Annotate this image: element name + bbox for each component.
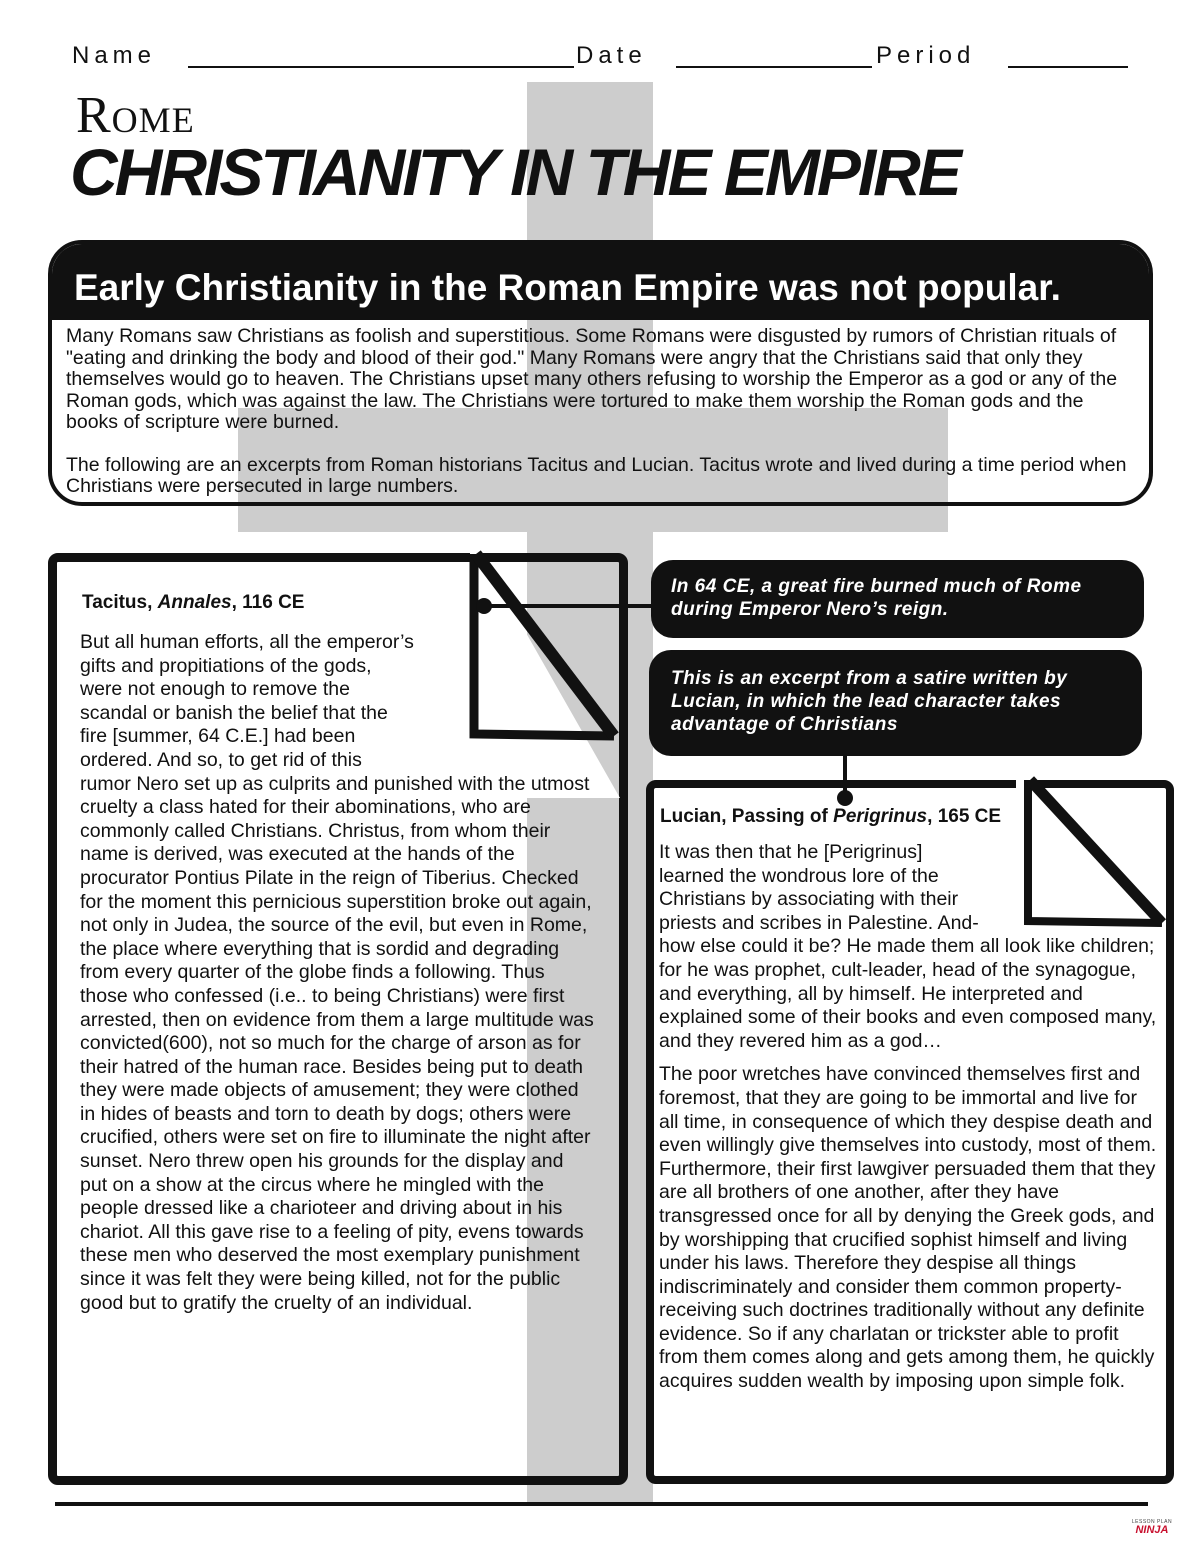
lucian-line: It was then that he [Perigrinus] [659,841,923,863]
intro-box [48,240,1153,506]
lucian-work: Perigrinus [833,806,928,827]
tacitus-line: ordered. And so, to get rid of this [80,748,362,771]
lucian-line: priests and scribes in Palestine. And- [659,911,979,934]
lucian-excerpt [659,841,1157,1394]
intro-paragraph: Many Romans saw Christians as foolish and superstitious. Some Romans were disgusted by rumors of Christian rituals of "eating and drinking the body and blood of their god." Many Romans were angry that the Christians said that only they themselves would go to heaven. The Christians upset many others refusing to worship the Emperor as a god or any of the Roman gods, which was against the law. The Christians were tortured to make them worship the Roman gods and the books of scripture were burned. [66,325,1118,433]
tacitus-source-title [82,592,304,614]
lucian-paragraph: The poor wretches have convinced themselves first and foremost, that they are going to be immortal and live for all time, in consequence of which they despise death and even willingly give themselves into custody, most of them. Furthermore, their first lawgiver persuaded them that they are all brothers of one another, after they have transgressed once for all by denying the Greek gods, and by worshipping that crucified sophist himself and living under his laws. Therefore they despise all things indiscriminately and consider them common property-receiving such doctrines traditionally without any definite evidence. So if any charlatan or trickster able to profit from them comes along and gets among them, he quickly acquires sudden wealth by imposing upon simple folk. [659,1063,1157,1393]
fire-connector-dot [476,598,492,614]
lucian-line: Christians by associating with their [659,888,959,911]
lucian-text: how else could it be? He made them all look like children; for he was prophet, cult-leader, head of the synagogue, and everything, all by himself. He interpreted and explained some of their books and even composed many, and they revered him as a god… [659,935,1157,1052]
tacitus-date: , 116 CE [231,592,305,613]
logo-small-text: LESSON PLAN [1131,1519,1173,1525]
date-label: Date [576,42,647,69]
tacitus-line: But all human efforts, all the emperor’s [80,631,414,653]
tacitus-line: scandal or banish the belief that the [80,701,388,724]
tacitus-line: were not enough to remove the [80,678,350,701]
student-info-line [72,38,1132,78]
satire-callout: This is an excerpt from a satire written by Lucian, in which the lead character takes advantage of Christians [649,650,1142,756]
logo-brand-text: NINJA [1135,1524,1169,1536]
footer-rule [55,1502,1148,1506]
period-field[interactable] [1008,66,1128,68]
name-field[interactable] [188,66,574,68]
page-title: CHRISTIANITY IN THE EMPIRE [70,135,959,209]
name-label: Name [72,42,157,69]
tacitus-text: rumor Nero set up as culprits and punished with the utmost cruelty a class hated for their abominations, who are commonly called Christians. Christus, from whom their name is derived, was executed at the hands of the procurator Pontius Pilate in the reign of Tiberius. Checked for the moment this pernicious superstition broke out again, not only in Judea, the source of the evil, but even in Rome, the place where everything that is sordid and degrading from every quarter of the globe finds a following. Thus those who confessed (i.e.. to being Christians) were first arrested, then on evidence from them a large multitude was convicted(600), not so much for the charge of arson as for their hatred of the human race. Besides being put to death they were made objects of amusement; they were clothed in hides of beasts and torn to death by dogs; others were crucified, others were set on fire to illuminate the night after sunset. Nero threw open his grounds for the display and put on a show at the circus where he mingled with the people dressed like a charioteer and driving about in his chariot. All this gave rise to a feeling of pity, evens towards these men who deserved the most exemplary punishment since it was felt they were being killed, not for the public good but to gratify the cruelty of an individual. [80,772,594,1314]
intro-heading: Early Christianity in the Roman Empire was not popular. [52,244,1149,320]
fire-connector-line [484,604,654,608]
lucian-line: learned the wondrous lore of the [659,864,939,887]
intro-paragraph: The following are an excerpts from Roman historians Tacitus and Lucian. Tacitus wrote and lived during a time period when Christians were persecuted in large numbers. [66,453,1127,497]
lucian-author: Lucian, Passing of [660,806,834,827]
tacitus-line: fire [summer, 64 C.E.] had been [80,725,356,748]
lucian-date: , 165 CE [927,806,1002,827]
tacitus-author: Tacitus, [82,592,158,613]
tacitus-line: gifts and propitiations of the gods, [80,654,372,677]
fire-callout: In 64 CE, a great fire burned much of Rome during Emperor Nero’s reign. [651,560,1144,638]
period-label: Period [876,42,976,69]
tacitus-work: Annales [157,592,232,613]
publisher-logo [1128,1520,1176,1536]
tacitus-excerpt [80,631,595,1315]
lucian-source-title [660,806,1001,828]
intro-body [52,320,1149,498]
date-field[interactable] [676,66,872,68]
subject-heading: Rome [76,87,195,144]
